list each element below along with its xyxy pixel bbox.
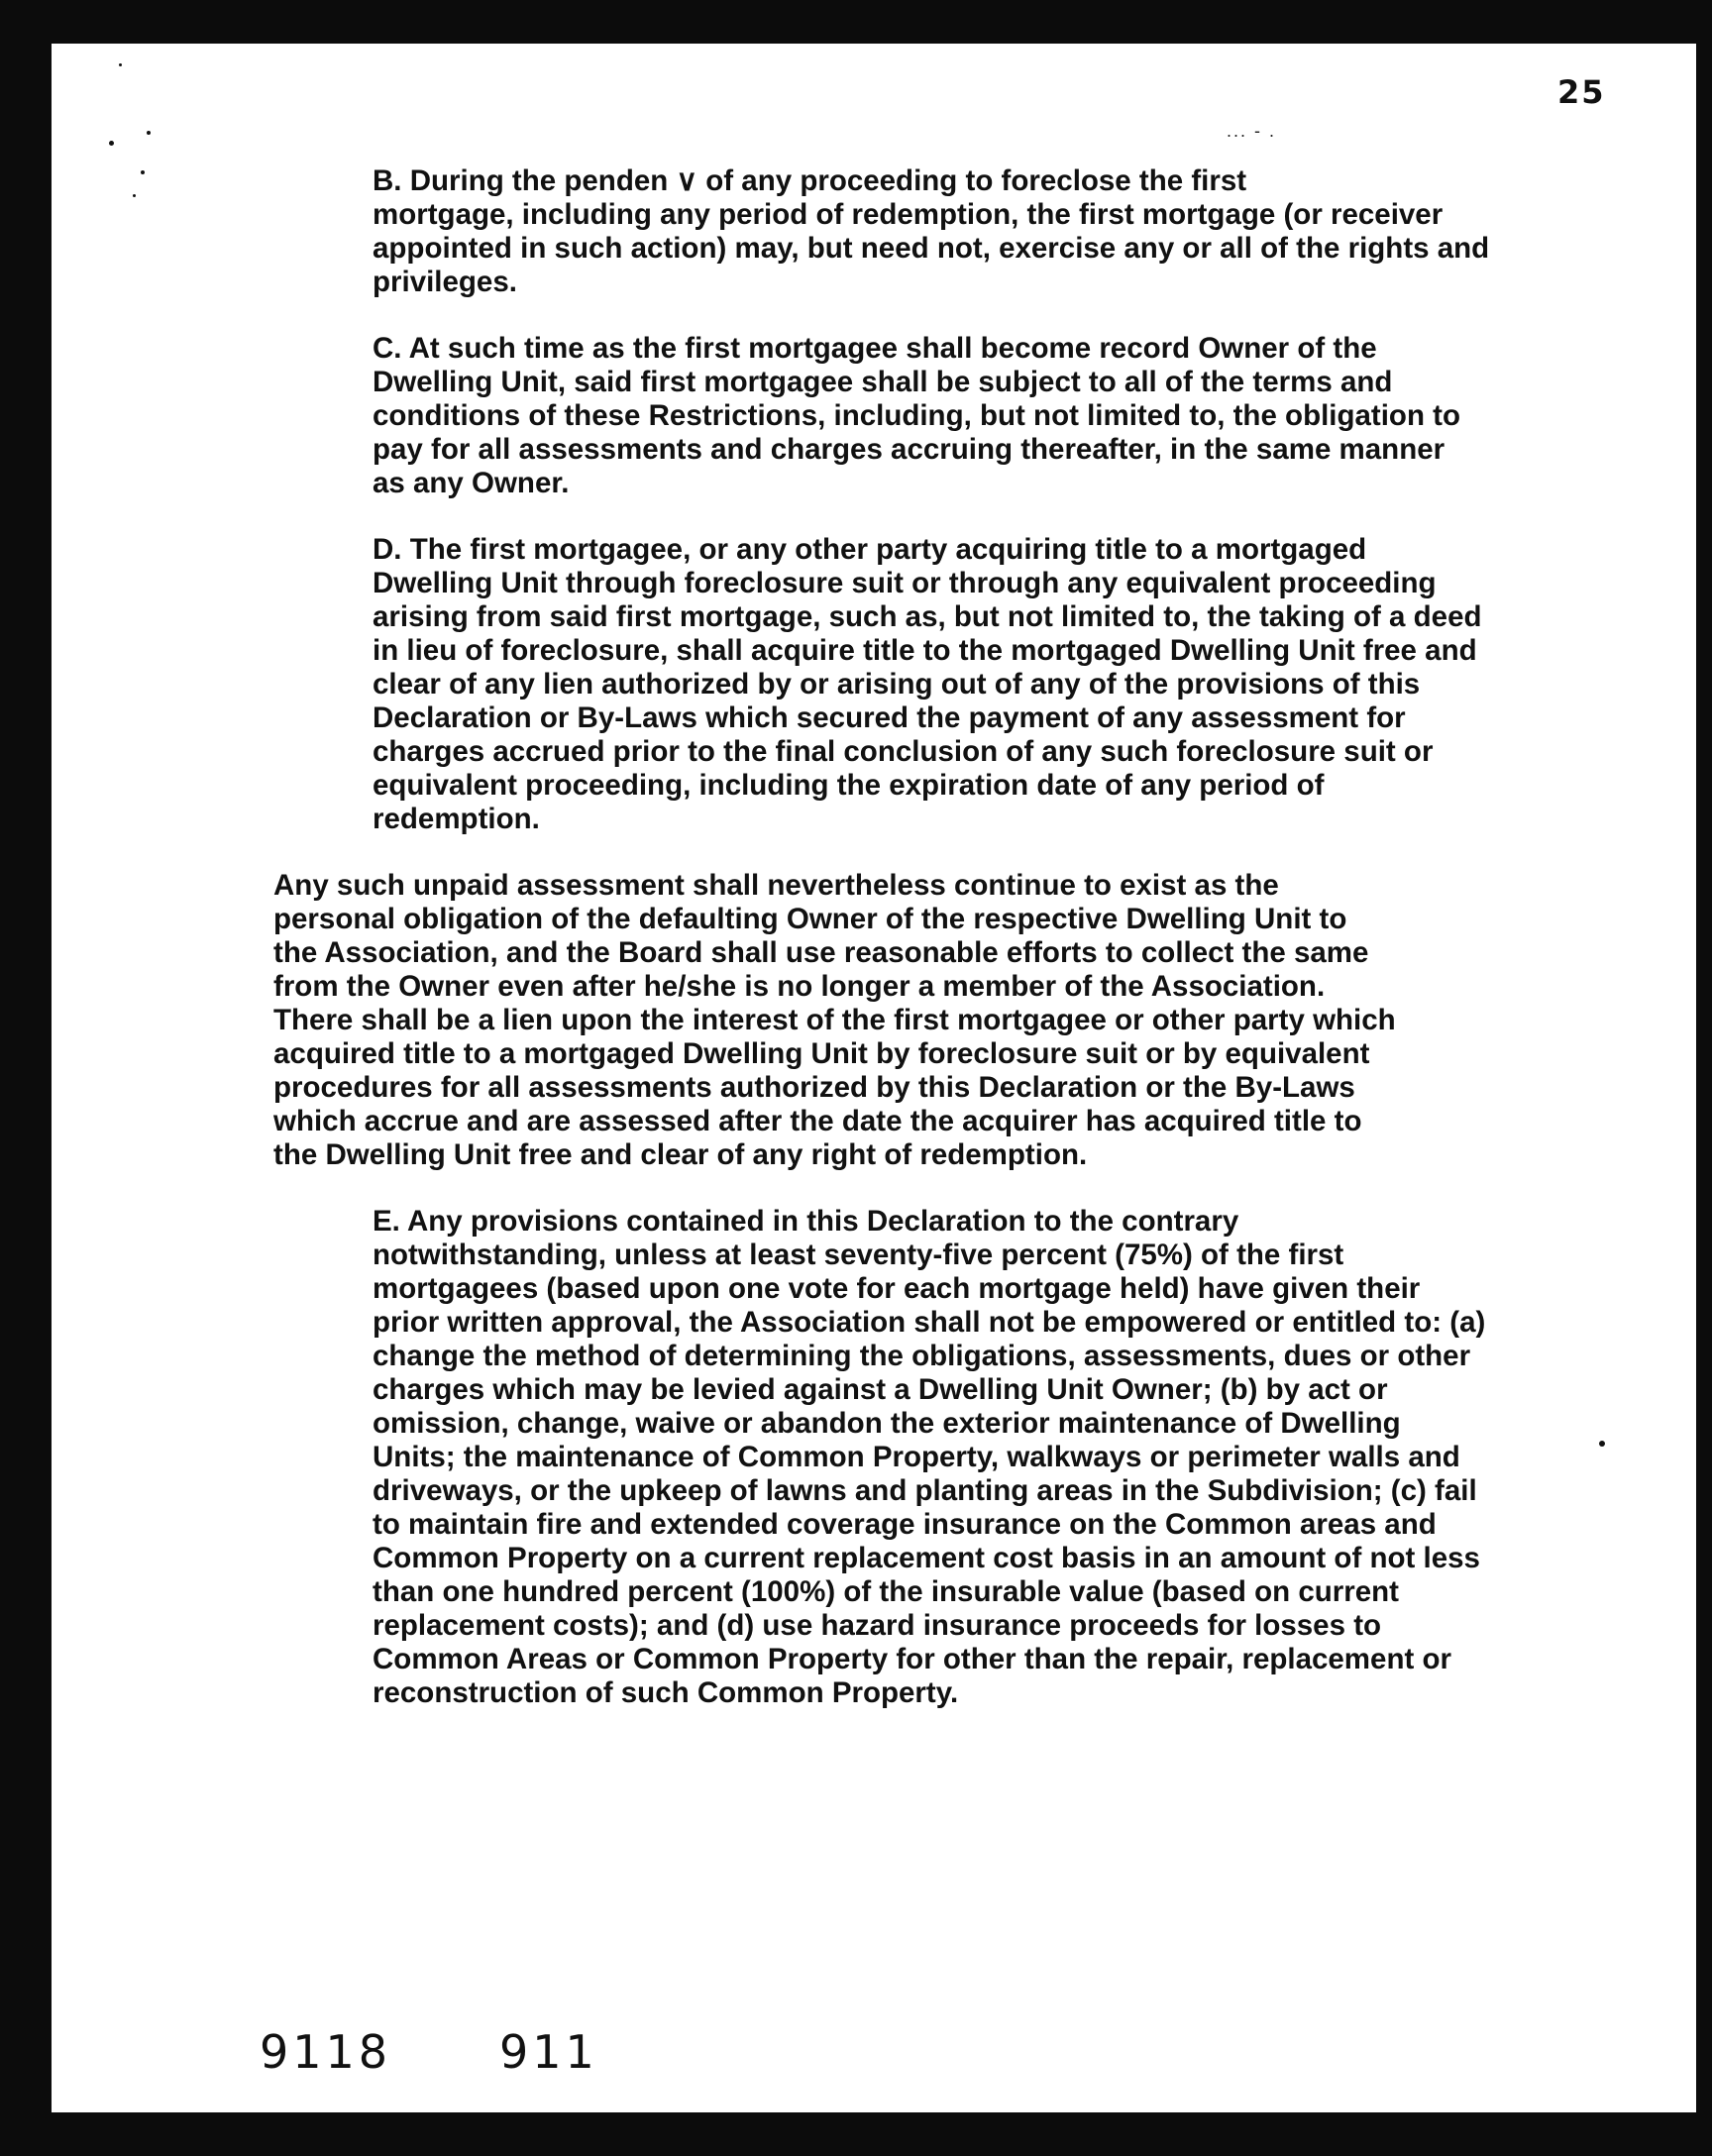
text-line: appointed in such action) may, but need not, exercise any or all of the rights and [373, 232, 1490, 265]
footer-document-code: 911 [499, 2025, 598, 2079]
paragraph-b [273, 164, 1527, 299]
text-line: replacement costs); and (d) use hazard insurance proceeds for losses to [373, 1609, 1382, 1642]
text-line: Common Areas or Common Property for other than the repair, replacement or [373, 1643, 1451, 1675]
text-line: to maintain fire and extended coverage insurance on the Common areas and [373, 1508, 1437, 1541]
text-line: D. The first mortgagee, or any other party acquiring title to a mortgaged [373, 533, 1367, 566]
text-line: arising from said first mortgage, such as, but not limited to, the taking of a deed [373, 600, 1482, 633]
text-line: which accrue and are assessed after the date the acquirer has acquired title to [273, 1105, 1362, 1137]
paragraph-c [273, 332, 1527, 500]
text-line: redemption. [373, 803, 540, 835]
text-line: change the method of determining the obligations, assessments, dues or other [373, 1340, 1471, 1372]
text-line: privileges. [373, 266, 517, 298]
scan-speck [147, 131, 151, 135]
scan-speck [119, 63, 122, 66]
text-line: procedures for all assessments authorized by this Declaration or the By-Laws [273, 1071, 1355, 1104]
text-line: from the Owner even after he/she is no longer a member of the Association. [273, 970, 1326, 1003]
text-line: There shall be a lien upon the interest of the first mortgagee or other party which [273, 1004, 1396, 1036]
scan-speck [109, 141, 114, 146]
document-body [273, 164, 1527, 1743]
text-line: than one hundred percent (100%) of the insurable value (based on current [373, 1575, 1399, 1608]
text-line: pay for all assessments and charges accruing thereafter, in the same manner [373, 433, 1445, 466]
scan-speck [133, 194, 136, 197]
document-page [52, 44, 1696, 2112]
text-line: prior written approval, the Association shall not be empowered or entitled to: (a) [373, 1306, 1486, 1339]
text-line: mortgage, including any period of redemption, the first mortgage (or receiver [373, 198, 1444, 231]
text-line: Declaration or By-Laws which secured the payment of any assessment for [373, 701, 1406, 734]
footer-document-code: 9118 [260, 2025, 392, 2079]
text-line: Common Property on a current replacement cost basis in an amount of not less [373, 1542, 1480, 1574]
text-line: in lieu of foreclosure, shall acquire title to the mortgaged Dwelling Unit free and [373, 634, 1477, 667]
text-line: Dwelling Unit, said first mortgagee shall be subject to all of the terms and [373, 366, 1393, 398]
text-line: the Dwelling Unit free and clear of any right of redemption. [273, 1138, 1088, 1171]
paragraph-e [273, 1205, 1527, 1710]
text-line: Dwelling Unit through foreclosure suit or through any equivalent proceeding [373, 567, 1437, 599]
paragraph-d [273, 533, 1527, 836]
text-line: Units; the maintenance of Common Property, walkways or perimeter walls and [373, 1441, 1460, 1473]
text-line: charges accrued prior to the final conclusion of any such foreclosure suit or [373, 735, 1434, 768]
text-line: personal obligation of the defaulting Owner of the respective Dwelling Unit to [273, 903, 1347, 935]
text-line: B. During the penden ∨ of any proceeding to foreclose the first [373, 164, 1247, 197]
scan-mark: ... - . [1227, 121, 1276, 141]
paragraph-unpaid-assessment [273, 869, 1527, 1172]
text-line: omission, change, waive or abandon the exterior maintenance of Dwelling [373, 1407, 1401, 1440]
page-number: 25 [1557, 73, 1606, 111]
text-line: driveways, or the upkeep of lawns and planting areas in the Subdivision; (c) fail [373, 1474, 1477, 1507]
text-line: equivalent proceeding, including the expiration date of any period of [373, 769, 1325, 802]
text-line: charges which may be levied against a Dwelling Unit Owner; (b) by act or [373, 1373, 1388, 1406]
scan-speck [141, 170, 145, 174]
text-line: notwithstanding, unless at least seventy-five percent (75%) of the first [373, 1239, 1344, 1271]
text-line: mortgagees (based upon one vote for each mortgage held) have given their [373, 1272, 1421, 1305]
text-line: acquired title to a mortgaged Dwelling Unit by foreclosure suit or by equivalent [273, 1037, 1370, 1070]
text-line: clear of any lien authorized by or arising out of any of the provisions of this [373, 668, 1421, 701]
text-line: C. At such time as the first mortgagee shall become record Owner of the [373, 332, 1377, 365]
text-line: the Association, and the Board shall use reasonable efforts to collect the same [273, 936, 1369, 969]
text-line: as any Owner. [373, 467, 570, 499]
text-line: Any such unpaid assessment shall nevertheless continue to exist as the [273, 869, 1279, 902]
text-line: reconstruction of such Common Property. [373, 1676, 959, 1709]
scan-speck [1599, 1441, 1605, 1447]
text-line: E. Any provisions contained in this Declaration to the contrary [373, 1205, 1239, 1238]
text-line: conditions of these Restrictions, including, but not limited to, the obligation to [373, 399, 1461, 432]
